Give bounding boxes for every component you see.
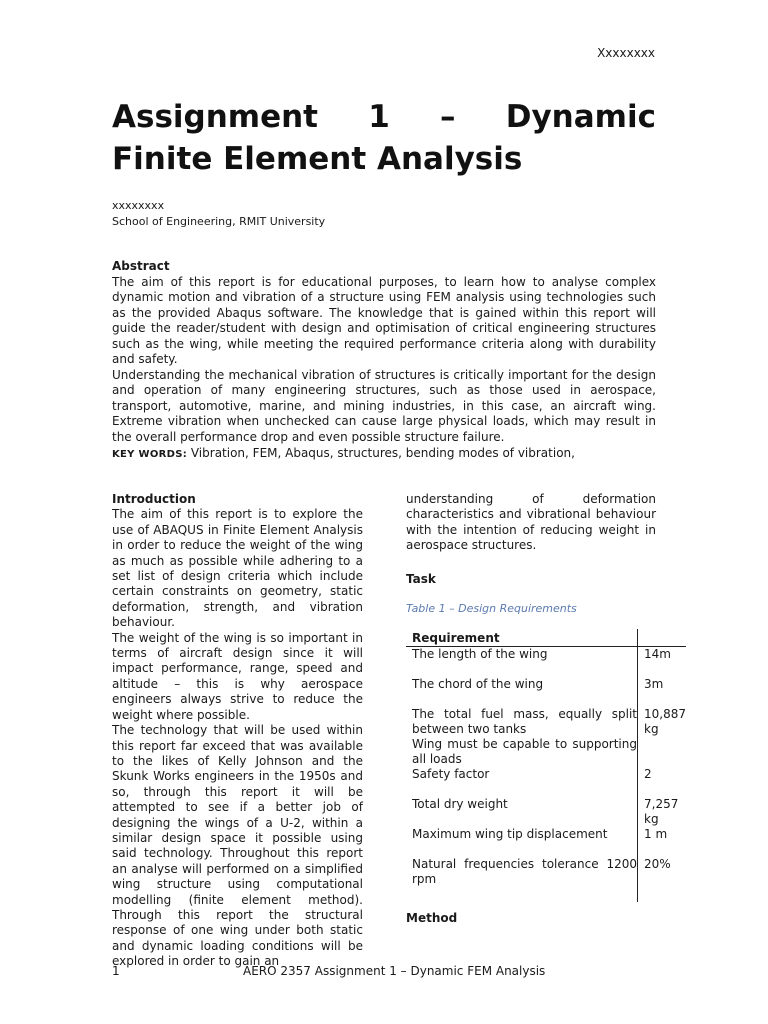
requirement-cell: The chord of the wing bbox=[412, 677, 544, 691]
table-row bbox=[406, 857, 686, 887]
document-id: Xxxxxxxx bbox=[597, 46, 655, 60]
footer-course-code: AERO 2357 bbox=[243, 964, 311, 978]
table-header-requirement: Requirement bbox=[406, 629, 638, 647]
footer-title bbox=[243, 964, 545, 978]
table-caption: Table 1 – Design Requirements bbox=[406, 602, 577, 615]
value-cell: 10,887 kg bbox=[638, 707, 687, 737]
value-cell: 2 bbox=[638, 767, 687, 782]
table-header-row bbox=[406, 629, 686, 647]
table-spacer-row bbox=[406, 662, 686, 677]
abstract-paragraph-1: The aim of this report is for educational purposes, to learn how to analyse complex dynamic motion and vibration of a structure using FEM analysis using technologies such as the provided Abaqus software. The knowledge that is gained within this report will guide the reader/student with design and optimisation of critical engineering structures such as the wing, while meeting the required performance criteria along with durability and safety. bbox=[112, 274, 656, 366]
table-spacer-row bbox=[406, 842, 686, 857]
requirement-cell: Wing must be capable to supporting all loads bbox=[412, 737, 637, 766]
table-row bbox=[406, 647, 686, 663]
footer-document-title: Assignment 1 – Dynamic FEM Analysis bbox=[310, 964, 546, 978]
value-cell: 7,257 kg bbox=[638, 797, 687, 827]
table-header-value bbox=[638, 629, 687, 647]
table-row bbox=[406, 707, 686, 737]
requirement-cell: The total fuel mass, equally split between two tanks bbox=[412, 707, 637, 736]
value-cell bbox=[638, 737, 687, 767]
value-cell: 14m bbox=[638, 647, 687, 663]
value-cell: 20% bbox=[638, 857, 687, 887]
table-row bbox=[406, 767, 686, 782]
task-heading: Task bbox=[406, 572, 436, 586]
requirements-table bbox=[406, 629, 686, 902]
abstract-heading: Abstract bbox=[112, 259, 170, 273]
requirement-cell: The length of the wing bbox=[412, 647, 548, 661]
value-cell: 3m bbox=[638, 677, 687, 692]
table-row bbox=[406, 797, 686, 827]
author-name: xxxxxxxx bbox=[112, 199, 165, 212]
requirement-cell: Total dry weight bbox=[412, 797, 508, 811]
value-cell: 1 m bbox=[638, 827, 687, 842]
title-word: – bbox=[440, 99, 456, 135]
title-line-2: Finite Element Analysis bbox=[112, 141, 523, 177]
introduction-paragraph-1: The aim of this report is to explore the use of ABAQUS in Finite Element Analysis in order to reduce the weight of the wing as much as possible while adhering to a set list of design criteria which include certain constraints on geometry, static deformation, strength, and vibration behaviour. bbox=[112, 507, 363, 630]
table-spacer-row bbox=[406, 782, 686, 797]
introduction-continued bbox=[406, 492, 656, 554]
title-word: Dynamic bbox=[505, 99, 656, 135]
title-word: Assignment bbox=[112, 99, 318, 135]
page-number: 1 bbox=[112, 964, 120, 978]
author-block bbox=[112, 198, 325, 230]
table-row bbox=[406, 827, 686, 842]
abstract-paragraph-2: Understanding the mechanical vibration of structures is critically important for the design and operation of many engineering structures, such as those used in aerospace, transport, automotive, marine, and mining industries, in this case, an aircraft wing. Extreme vibration when unchecked can cause large physical loads, which may result in the overall performance drop and even possible structure failure. bbox=[112, 367, 656, 444]
table-row bbox=[406, 737, 686, 767]
introduction-section bbox=[112, 492, 363, 970]
table-spacer-row bbox=[406, 887, 686, 902]
introduction-continued-text: understanding of deformation characteristics and vibrational behaviour with the intention of reducing weight in aerospace structures. bbox=[406, 492, 656, 553]
keywords-label: KEY WORDS: bbox=[112, 449, 188, 460]
introduction-paragraph-2: The weight of the wing is so important in terms of aircraft design since it will impact performance, range, speed and altitude – this is why aerospace engineers always strive to reduce the weight where possible. bbox=[112, 630, 363, 722]
introduction-paragraph-3: The technology that will be used within this report far exceed that was available to the likes of Kelly Johnson and the Skunk Works engineers in the 1950s and so, through this report it will be attempted to see if a better job of designing the wings of a U-2, within a similar design space it possible using said technology. Throughout this report an analyse will performed on a simplified wing structure using computational modelling (finite element method). Through this report the structural response of one wing under both static and dynamic loading conditions will be explored in order to gain an bbox=[112, 723, 363, 969]
author-affiliation: School of Engineering, RMIT University bbox=[112, 215, 326, 228]
document-title bbox=[112, 96, 656, 180]
title-line-1 bbox=[112, 96, 656, 138]
keywords-text: Vibration, FEM, Abaqus, structures, bending modes of vibration, bbox=[187, 446, 575, 460]
title-word: 1 bbox=[368, 99, 390, 135]
table-spacer-row bbox=[406, 692, 686, 707]
requirement-cell: Maximum wing tip displacement bbox=[412, 827, 608, 841]
requirement-cell: Safety factor bbox=[412, 767, 490, 781]
requirement-cell: Natural frequencies tolerance 1200 rpm bbox=[412, 857, 637, 886]
table-row bbox=[406, 677, 686, 692]
abstract-section bbox=[112, 259, 656, 445]
introduction-heading: Introduction bbox=[112, 492, 196, 506]
keywords-line bbox=[112, 446, 575, 460]
method-heading: Method bbox=[406, 911, 458, 925]
